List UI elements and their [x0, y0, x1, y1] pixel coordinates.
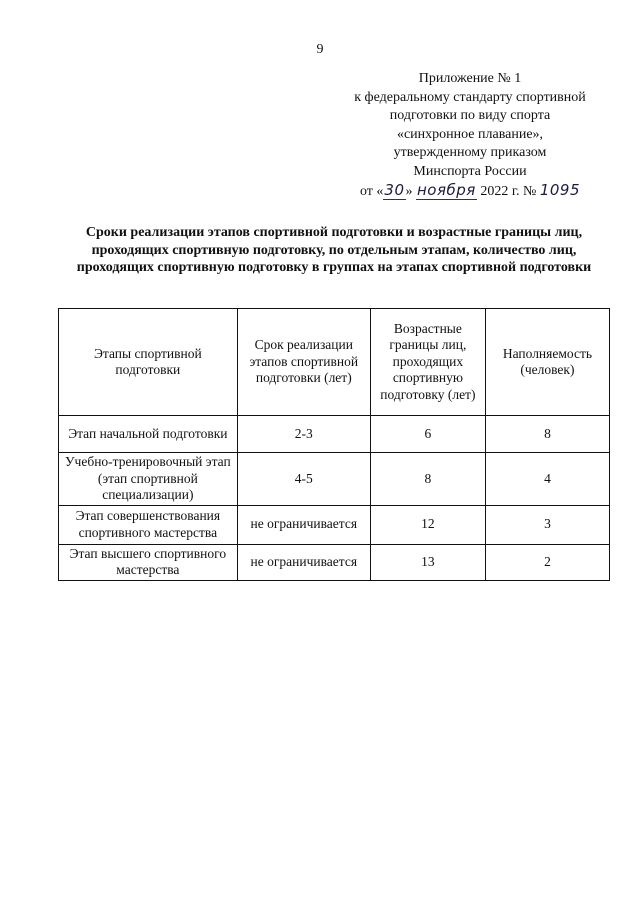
stage-name-cell: Этап высшего спортивного мастерства — [59, 544, 238, 580]
table-row — [59, 505, 610, 544]
age-cell: 8 — [370, 453, 485, 506]
handwritten-day: 30 — [384, 181, 405, 199]
stage-name-cell: Этап совершенствования спортивного мастерства — [59, 505, 238, 544]
group-size-cell: 2 — [485, 544, 609, 580]
header-age-limits: Возрастные границы лиц, проходящих спортивную подготовку (лет) — [370, 309, 485, 416]
duration-cell: не ограничивается — [237, 505, 370, 544]
appendix-block — [330, 70, 610, 202]
order-date-line — [330, 181, 610, 202]
appendix-line-5: утвержденному приказом — [393, 145, 547, 160]
appendix-line-3: подготовки по виду спорта — [389, 108, 551, 123]
date-mid: » — [405, 184, 413, 199]
duration-cell: 4-5 — [237, 453, 370, 506]
stage-name-cell: Учебно-тренировочный этап (этап спортивной специализации) — [59, 453, 238, 506]
handwritten-month: ноября — [417, 181, 476, 199]
appendix-line-6: Минспорта России — [413, 163, 527, 179]
stage-name-cell: Этап начальной подготовки — [59, 416, 238, 453]
appendix-line-1: Приложение № 1 — [418, 71, 522, 86]
group-size-cell: 4 — [485, 453, 609, 506]
header-group-size: Наполняемость (человек) — [485, 309, 609, 416]
date-year: 2022 г. № — [480, 184, 537, 199]
group-size-cell: 8 — [485, 416, 609, 453]
duration-cell: 2-3 — [237, 416, 370, 453]
table-header-row — [59, 309, 610, 416]
age-cell: 12 — [370, 505, 485, 544]
duration-cell: не ограничивается — [237, 544, 370, 580]
appendix-line-4: «синхронное плавание», — [396, 126, 544, 142]
table-row — [59, 416, 610, 453]
training-stages-table — [58, 308, 610, 581]
date-prefix: от « — [359, 184, 384, 199]
header-duration: Срок реализации этапов спортивной подготовки (лет) — [237, 309, 370, 416]
header-stages: Этапы спортивной подготовки — [59, 309, 238, 416]
document-title: Сроки реализации этапов спортивной подготовки и возрастные границы лиц, проходящих спортивную подготовку, по отдельным этапам, количество лиц, проходящих спортивную подготовку в группах на этапах спортивной подготовки — [76, 225, 592, 275]
table-row — [59, 544, 610, 580]
age-cell: 6 — [370, 416, 485, 453]
table-row — [59, 453, 610, 506]
appendix-line-2: к федеральному стандарту спортивной — [354, 89, 586, 105]
page-number: 9 — [316, 42, 324, 57]
age-cell: 13 — [370, 544, 485, 580]
handwritten-order-number: 1095 — [539, 181, 581, 199]
group-size-cell: 3 — [485, 505, 609, 544]
